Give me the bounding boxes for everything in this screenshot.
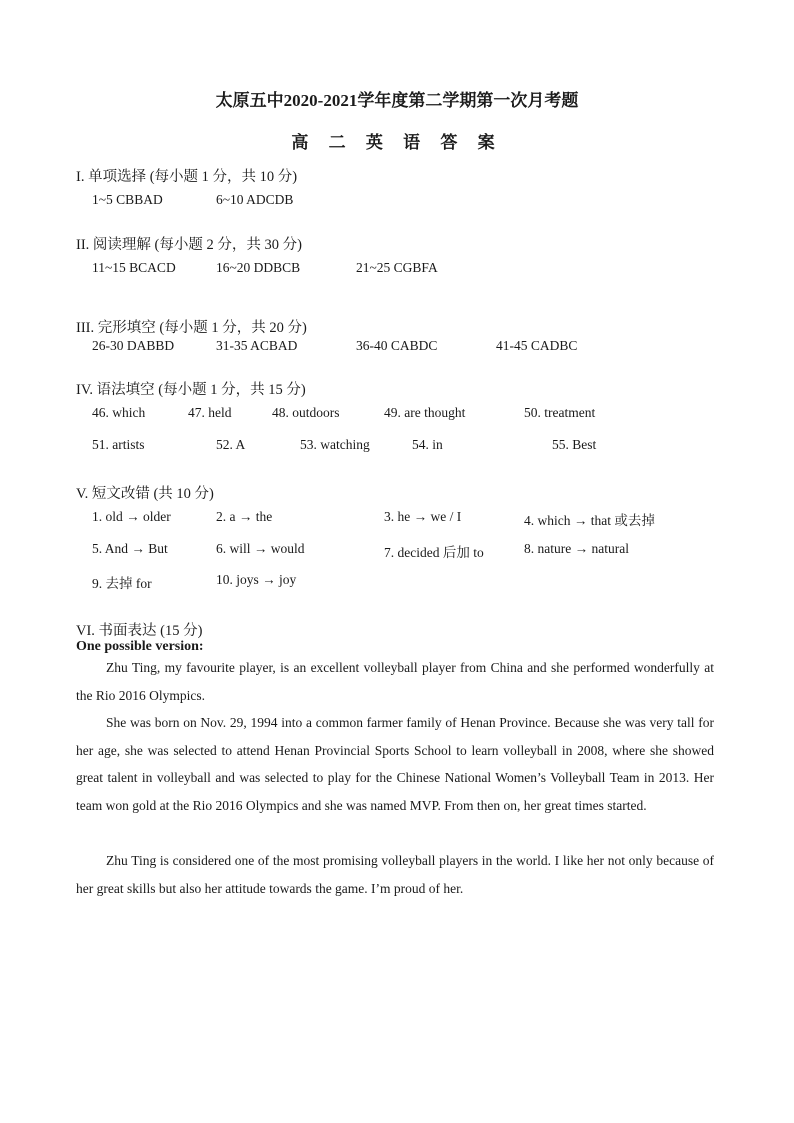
answer-41-45: 41-45 CADBC [496,338,578,353]
answer-55: 55. Best [552,437,597,452]
correction-10: 10. joys → joy [216,572,297,587]
answer-54: 54. in [412,437,443,452]
answer-51: 51. artists [92,437,145,452]
answer-6-10: 6~10 ADCDB [216,192,294,207]
correction-3: 3. he → we / I [384,509,462,524]
essay-paragraph-2: She was born on Nov. 29, 1994 into a common farmer family of Henan Province. Because she was very tall for her age, she was selected to attend Henan Provincial Sports School to learn volleyball in 2008, where she showed great talent in volleyball and was selected to play for the Chinese National Women’s Volleyball Team in 2013. Her team won gold at the Rio 2016 Olympics and she was named MVP. From then on, her great times started. [76,715,714,814]
section-5-heading: V. 短文改错 (共 10 分) [76,486,214,502]
answer-31-35: 31-35 ACBAD [216,338,298,353]
page-title: 太原五中2020-2021学年度第二学期第一次月考题 [215,91,579,110]
answer-47: 47. held [188,405,232,420]
page-subtitle: 高 二 英 语 答 案 [291,133,503,152]
answer-36-40: 36-40 CABDC [356,338,438,353]
answer-50: 50. treatment [524,405,596,420]
section-3-heading: III. 完形填空 (每小题 1 分，共 20 分) [76,320,307,336]
answer-11-15: 11~15 BCACD [92,260,176,275]
answer-49: 49. are thought [384,405,466,420]
correction-1: 1. old → older [92,509,171,524]
correction-2: 2. a → the [216,509,273,524]
answer-21-25: 21~25 CGBFA [356,260,438,275]
correction-7: 7. decided 后加 to [384,545,484,560]
answer-53: 53. watching [300,437,370,452]
answer-1-5: 1~5 CBBAD [92,192,163,207]
answer-46: 46. which [92,405,146,420]
correction-8: 8. nature → natural [524,541,629,556]
correction-9: 9. 去掉 for [92,576,152,591]
section-2-heading: II. 阅读理解 (每小题 2 分，共 30 分) [76,237,302,253]
section-4-heading: IV. 语法填空 (每小题 1 分，共 15 分) [76,382,306,398]
answer-16-20: 16~20 DDBCB [216,260,301,275]
answer-48: 48. outdoors [272,405,340,420]
correction-4: 4. which → that 或去掉 [524,513,655,528]
correction-6: 6. will → would [216,541,305,556]
section-6-heading: VI. 书面表达 (15 分) [76,623,203,639]
answer-52: 52. A [216,437,246,452]
essay-paragraph-3: Zhu Ting is considered one of the most promising volleyball players in the world. I like her not only because of her great skills but also her attitude towards the game. I’m proud of her. [76,853,714,896]
correction-5: 5. And → But [92,541,168,556]
essay-paragraph-1: Zhu Ting, my favourite player, is an excellent volleyball player from China and she performed wonderfully at the Rio 2016 Olympics. [76,660,714,703]
answer-26-30: 26-30 DABBD [92,338,175,353]
section-1-heading: I. 单项选择 (每小题 1 分，共 10 分) [76,169,298,185]
version-label: One possible version: [76,639,204,654]
